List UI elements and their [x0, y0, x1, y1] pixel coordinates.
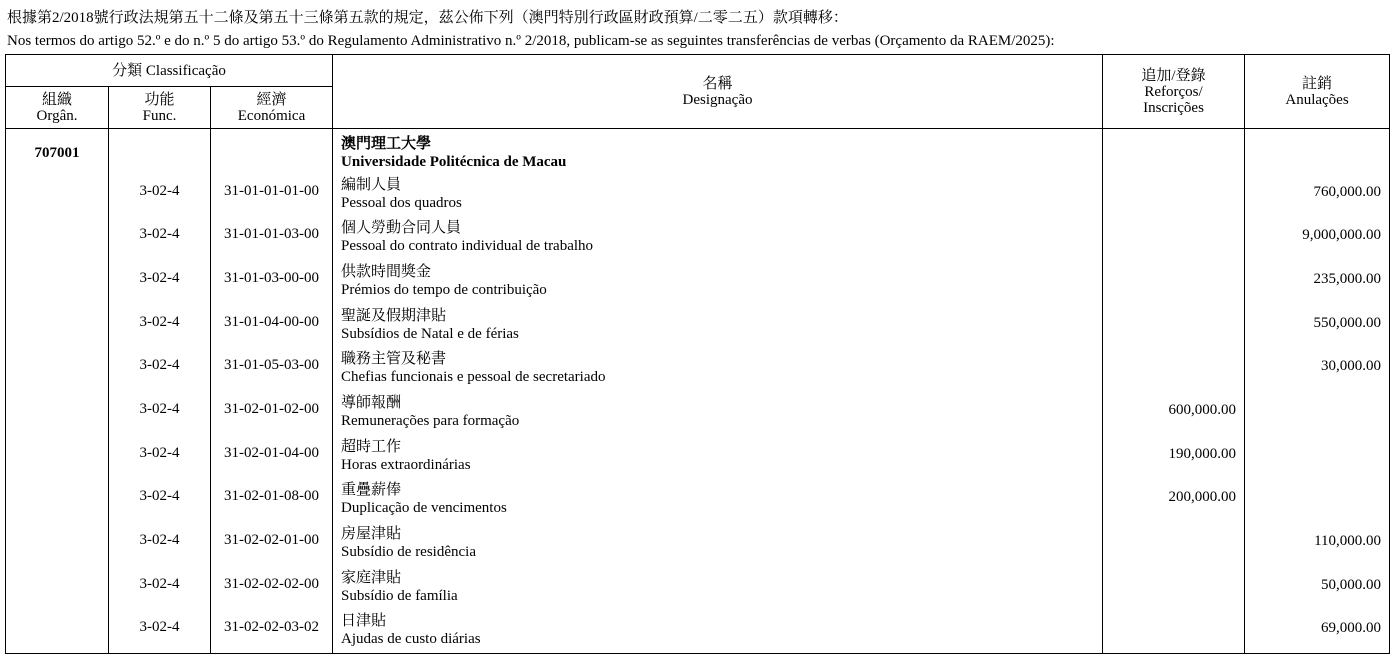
entity-row: [6, 129, 1390, 173]
reinforcement-amount-text: [1103, 347, 1236, 358]
annulment-amount: [1245, 347, 1390, 391]
designation-zh: 導師報酬: [341, 394, 402, 411]
designation: [333, 522, 1103, 566]
annulment-amount: [1245, 391, 1390, 435]
designation-pt: Prémios do tempo de contribuição: [341, 281, 547, 298]
org-code-empty: [6, 216, 109, 260]
reinforcement-amount-text: 190,000.00: [1168, 445, 1237, 462]
org-code-empty: [6, 260, 109, 304]
entity-name-pt: Universidade Politécnica de Macau: [341, 154, 567, 170]
econ-code: [211, 566, 333, 610]
func-code: [109, 304, 211, 348]
annulment-amount: [1245, 216, 1390, 260]
econ-code: [211, 216, 333, 260]
econ-code-text: 31-01-03-00-00: [224, 269, 319, 286]
table-row: [6, 260, 1390, 304]
econ-code-text: 31-02-02-02-00: [224, 575, 319, 592]
intro-text-portuguese: Nos termos do artigo 52.º e do n.º 5 do artigo 53.º do Regulamento Administrativo n.º 2/2018, publicam-se as seguintes transferências de verbas (Orçamento da RAEM/2025):: [7, 33, 1055, 49]
designation: [333, 391, 1103, 435]
annulment-amount-text: 235,000.00: [1313, 270, 1382, 287]
table-row: [6, 609, 1390, 653]
func-code: [109, 435, 211, 479]
econ-code-text: 31-02-01-04-00: [224, 444, 319, 461]
func-code-text: 3-02-4: [139, 400, 180, 417]
econ-code-empty: [211, 129, 333, 173]
reinforcement-amount-text: 200,000.00: [1168, 489, 1237, 506]
annulment-amount-text: 50,000.00: [1321, 576, 1382, 593]
func-code-text: 3-02-4: [139, 182, 180, 199]
intro-text-chinese: 根據第2/2018號行政法規第五十二條及第五十三條第五款的規定，茲公佈下列（澳門特別行政區財政預算/二零二五）款項轉移：: [7, 10, 848, 26]
designation-zh: 日津貼: [341, 613, 387, 630]
annulment-amount-text: [1245, 478, 1381, 489]
econ-code-text: 31-02-02-01-00: [224, 532, 319, 548]
annulment-amount: [1245, 478, 1390, 522]
econ-code: [211, 435, 333, 479]
func-code: [109, 260, 211, 304]
table-row: [6, 435, 1390, 479]
designation-header: [333, 55, 1103, 129]
designation-zh: 職務主管及秘書: [341, 351, 447, 368]
org-code-empty: [6, 522, 109, 566]
budget-transfer-table: [5, 54, 1390, 654]
reinforcement-amount-text: 600,000.00: [1168, 401, 1237, 418]
table-row: [6, 522, 1390, 566]
organic-header-zh: 組織: [41, 91, 72, 108]
org-code-empty: [6, 478, 109, 522]
table-row: [6, 173, 1390, 217]
org-code-empty: [6, 347, 109, 391]
reinforcement-amount: [1103, 609, 1245, 653]
reinforcement-amount: [1103, 347, 1245, 391]
designation-pt: Chefias funcionais e pessoal de secretariado: [341, 369, 606, 386]
econ-code-text: 31-01-01-01-00: [224, 182, 319, 199]
annulment-amount: [1245, 173, 1390, 217]
designation-pt: Remunerações para formação: [341, 412, 520, 429]
func-code: [109, 609, 211, 653]
func-code-text: 3-02-4: [139, 269, 180, 286]
reinforcement-amount-text: [1103, 522, 1236, 533]
reinforcements-header-pt-2: Inscrições: [1143, 99, 1204, 116]
func-code-text: 3-02-4: [139, 313, 180, 330]
func-code-text: 3-02-4: [139, 575, 180, 592]
designation-zh: 個人勞動合同人員: [341, 220, 462, 237]
econ-code-text: 31-02-01-08-00: [224, 488, 319, 505]
func-code-text: 3-02-4: [139, 444, 180, 461]
reinforcement-amount-text: [1103, 304, 1236, 315]
org-code: 707001: [6, 129, 109, 173]
annulment-amount-text: 550,000.00: [1313, 314, 1382, 331]
designation-pt: Subsídio de residência: [341, 544, 476, 560]
reinforcement-amount-text: [1103, 216, 1236, 227]
entity-annulment-empty: [1245, 129, 1390, 173]
org-code-empty: [6, 173, 109, 217]
table-row: [6, 216, 1390, 260]
reinforcement-amount: [1103, 216, 1245, 260]
annulment-amount: [1245, 609, 1390, 653]
organic-header-pt: Orgân.: [36, 107, 78, 124]
reinforcement-amount-text: [1103, 566, 1236, 577]
designation: [333, 435, 1103, 479]
functional-header: [109, 87, 211, 129]
func-code: [109, 478, 211, 522]
reinforcements-header: [1103, 55, 1245, 129]
annulment-amount: [1245, 260, 1390, 304]
designation-zh: 超時工作: [341, 438, 402, 455]
reinforcement-amount-text: [1103, 260, 1236, 271]
reinforcement-amount: [1103, 173, 1245, 217]
annulment-amount-text: [1245, 435, 1381, 446]
func-code: [109, 566, 211, 610]
entity-name: [333, 129, 1103, 173]
designation: [333, 304, 1103, 348]
table-body: [6, 129, 1390, 654]
economic-header-pt: Económica: [237, 107, 306, 124]
annulment-amount-text: 30,000.00: [1321, 358, 1382, 375]
econ-code-text: 31-02-02-03-02: [224, 619, 319, 636]
reinforcement-amount: [1103, 566, 1245, 610]
annulments-header-zh: 註銷: [1302, 75, 1333, 92]
designation-header-pt: Designação: [682, 91, 753, 108]
designation-zh: 房屋津貼: [341, 526, 402, 542]
annulment-amount: [1245, 304, 1390, 348]
annulment-amount: [1245, 435, 1390, 479]
functional-header-pt: Func.: [142, 107, 177, 124]
reinforcement-amount-text: [1103, 609, 1236, 620]
econ-code: [211, 304, 333, 348]
designation-pt: Horas extraordinárias: [341, 456, 471, 473]
designation-pt: Duplicação de vencimentos: [341, 500, 507, 517]
entity-reinforcement-empty: [1103, 129, 1245, 173]
reinforcements-header-zh: 追加/登錄: [1141, 67, 1206, 84]
org-code-empty: [6, 566, 109, 610]
designation-pt: Ajudas de custo diárias: [341, 631, 481, 648]
func-code: [109, 216, 211, 260]
designation-zh: 供款時間獎金: [341, 263, 432, 280]
econ-code: [211, 522, 333, 566]
organic-header: [6, 87, 109, 129]
econ-code: [211, 347, 333, 391]
econ-code: [211, 478, 333, 522]
func-code-text: 3-02-4: [139, 532, 180, 548]
reinforcement-amount: [1103, 391, 1245, 435]
designation-header-zh: 名稱: [702, 75, 733, 92]
annulments-header-pt: Anulações: [1285, 91, 1349, 108]
table-header: [6, 55, 1390, 129]
reinforcement-amount: [1103, 304, 1245, 348]
func-code-empty: [109, 129, 211, 173]
designation: [333, 478, 1103, 522]
org-code-empty: [6, 609, 109, 653]
org-code-empty: [6, 435, 109, 479]
table-row: [6, 566, 1390, 610]
reinforcement-amount: [1103, 435, 1245, 479]
designation-zh: 重疊薪俸: [341, 482, 402, 499]
functional-header-zh: 功能: [144, 91, 175, 108]
designation: [333, 173, 1103, 217]
func-code: [109, 347, 211, 391]
designation-pt: Subsídio de família: [341, 587, 458, 604]
designation-pt: Subsídios de Natal e de férias: [341, 325, 519, 342]
func-code-text: 3-02-4: [139, 357, 180, 374]
econ-code: [211, 609, 333, 653]
reinforcement-amount: [1103, 478, 1245, 522]
designation: [333, 566, 1103, 610]
designation: [333, 609, 1103, 653]
table-row: [6, 478, 1390, 522]
econ-code: [211, 260, 333, 304]
designation-pt: Pessoal do contrato individual de trabalho: [341, 238, 594, 255]
org-code-empty: [6, 304, 109, 348]
func-code-text: 3-02-4: [139, 619, 180, 636]
economic-header-zh: 經濟: [256, 91, 287, 108]
econ-code: [211, 391, 333, 435]
designation-zh: 編制人員: [341, 176, 402, 193]
classification-header: 分類 Classificação: [6, 55, 333, 87]
economic-header: [211, 87, 333, 129]
annulment-amount: [1245, 566, 1390, 610]
econ-code-text: 31-02-01-02-00: [224, 400, 319, 417]
entity-name-zh: 澳門理工大學: [341, 136, 432, 152]
designation: [333, 260, 1103, 304]
designation: [333, 216, 1103, 260]
reinforcement-amount: [1103, 522, 1245, 566]
reinforcement-amount-text: [1103, 173, 1236, 184]
annulment-amount-text: 9,000,000.00: [1302, 227, 1382, 244]
reinforcement-amount: [1103, 260, 1245, 304]
func-code: [109, 173, 211, 217]
func-code-text: 3-02-4: [139, 488, 180, 505]
econ-code: [211, 173, 333, 217]
annulments-header: [1245, 55, 1390, 129]
table-row: [6, 304, 1390, 348]
annulment-amount-text: [1245, 391, 1381, 402]
designation-pt: Pessoal dos quadros: [341, 194, 462, 211]
annulment-amount: [1245, 522, 1390, 566]
reinforcements-header-pt-1: Reforços/: [1144, 83, 1203, 100]
table-row: [6, 347, 1390, 391]
func-code: [109, 391, 211, 435]
econ-code-text: 31-01-05-03-00: [224, 357, 319, 374]
func-code: [109, 522, 211, 566]
func-code-text: 3-02-4: [139, 226, 180, 243]
designation-zh: 家庭津貼: [341, 569, 402, 586]
designation-zh: 聖誕及假期津貼: [341, 307, 447, 324]
designation: [333, 347, 1103, 391]
annulment-amount-text: 69,000.00: [1321, 620, 1382, 637]
econ-code-text: 31-01-01-03-00: [224, 226, 319, 243]
annulment-amount-text: 760,000.00: [1313, 183, 1382, 200]
table-row: [6, 391, 1390, 435]
econ-code-text: 31-01-04-00-00: [224, 313, 319, 330]
org-code-empty: [6, 391, 109, 435]
annulment-amount-text: 110,000.00: [1314, 533, 1382, 549]
